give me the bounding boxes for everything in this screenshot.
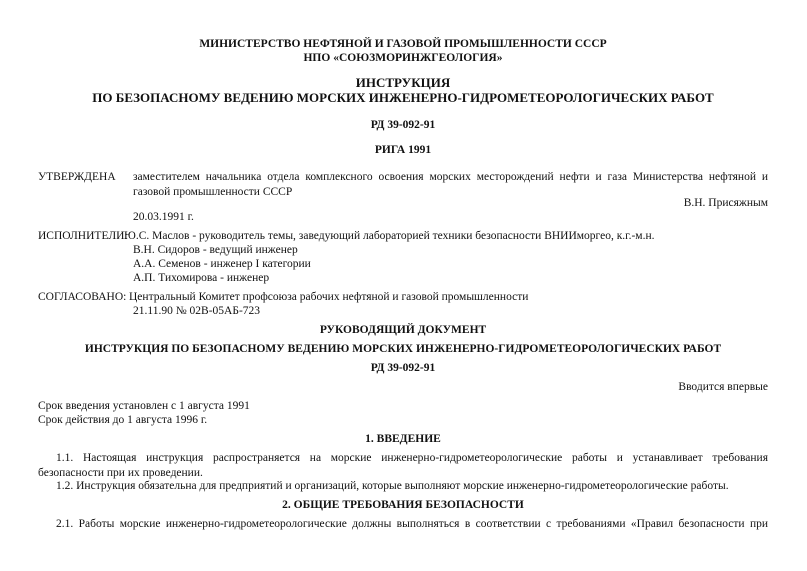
performers-label: ИСПОЛНИТЕЛИ: bbox=[38, 230, 128, 242]
agreed-label: СОГЛАСОВАНО: bbox=[38, 291, 127, 303]
performer-line: А.П. Тихомирова - инженер bbox=[133, 272, 270, 284]
introduced-first-note: Вводится впервые bbox=[678, 381, 768, 393]
section-1-paragraph-1: 1.1. Настоящая инструкция распространяется на морские инженерно-гидрометеорологические работы и устанавливает требования безопасности при их проведении. bbox=[38, 452, 768, 479]
guiding-document-code: РД 39-092-91 bbox=[370, 362, 436, 374]
validity-date: Срок действия до 1 августа 1996 г. bbox=[38, 414, 208, 426]
effective-date: Срок введения установлен с 1 августа 1991 bbox=[38, 400, 250, 412]
agreed-line-2: 21.11.90 № 02В-05АБ-723 bbox=[133, 305, 261, 317]
guiding-document-title: ИНСТРУКЦИЯ ПО БЕЗОПАСНОМУ ВЕДЕНИЮ МОРСКИХ ИНЖЕНЕРНО-ГИДРОМЕТЕОРОЛОГИЧЕСКИХ РАБОТ bbox=[84, 343, 722, 355]
approved-text: заместителем начальника отдела комплексного освоения морских месторождений нефти и газа Министерства нефтяной и газовой промышленности СССР bbox=[133, 171, 768, 198]
section-1-heading: 1. ВВЕДЕНИЕ bbox=[365, 433, 441, 445]
agreed-line-1: Центральный Комитет профсоюза рабочих нефтяной и газовой промышленности bbox=[129, 291, 529, 303]
approved-date: 20.03.1991 г. bbox=[133, 211, 194, 223]
section-2-heading: 2. ОБЩИЕ ТРЕБОВАНИЯ БЕЗОПАСНОСТИ bbox=[282, 499, 524, 511]
document-title-2: ПО БЕЗОПАСНОМУ ВЕДЕНИЮ МОРСКИХ ИНЖЕНЕРНО-ГИДРОМЕТЕОРОЛОГИЧЕСКИХ РАБОТ bbox=[92, 90, 714, 105]
performer-line: А.А. Семенов - инженер I категории bbox=[133, 258, 311, 270]
performer-line: В.Н. Сидоров - ведущий инженер bbox=[133, 244, 298, 256]
performer-line: Ю.С. Маслов - руководитель темы, заведующий лабораторией техники безопасности ВНИИморгео, к.г.-м.н. bbox=[124, 230, 655, 242]
approved-signer: В.Н. Присяжным bbox=[683, 197, 768, 209]
approved-label: УТВЕРЖДЕНА bbox=[38, 171, 116, 183]
section-2-paragraph-1: 2.1. Работы морские инженерно-гидрометеорологические должны выполняться в соответствии с требованиями «Правил безопасности при bbox=[56, 518, 768, 530]
document-code: РД 39-092-91 bbox=[370, 119, 436, 131]
organization-heading: НПО «СОЮЗМОРИНЖГЕОЛОГИЯ» bbox=[303, 52, 503, 64]
publication-place: РИГА 1991 bbox=[374, 144, 432, 156]
section-1-paragraph-2: 1.2. Инструкция обязательна для предприятий и организаций, которые выполняют морские инженерно-гидрометеорологические работы. bbox=[56, 480, 729, 492]
document-title-1: ИНСТРУКЦИЯ bbox=[355, 75, 451, 90]
guiding-document-heading: РУКОВОДЯЩИЙ ДОКУМЕНТ bbox=[319, 324, 487, 336]
ministry-heading: МИНИСТЕРСТВО НЕФТЯНОЙ И ГАЗОВОЙ ПРОМЫШЛЕННОСТИ СССР bbox=[199, 38, 607, 50]
